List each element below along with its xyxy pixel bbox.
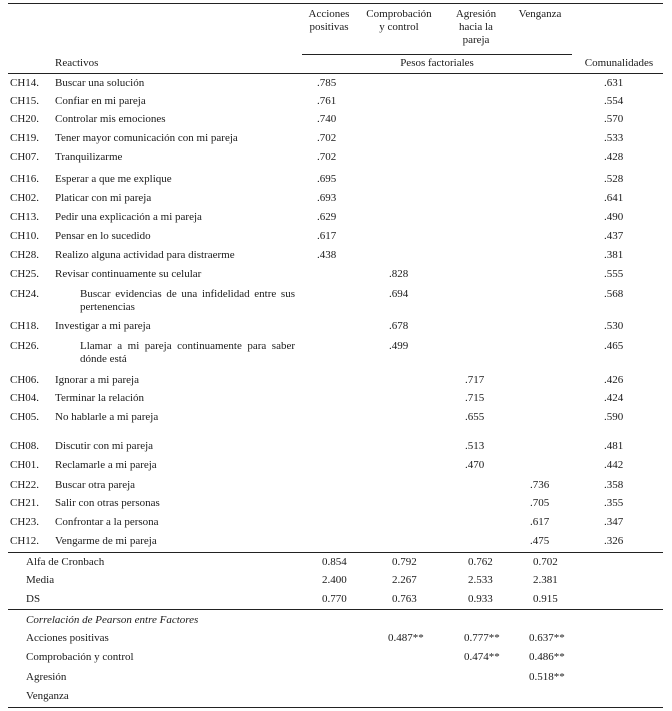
correlation-title: Correlación de Pearson entre Factores (26, 614, 199, 626)
item-code: CH19. (10, 132, 40, 144)
stat-value: 0.792 (392, 556, 417, 568)
communality: .381 (604, 249, 624, 261)
item-text: Buscar otra pareja (55, 479, 136, 491)
item-code: CH16. (10, 173, 40, 185)
stat-value: 2.381 (533, 574, 558, 586)
item-code: CH23. (10, 516, 40, 528)
item-text: Esperar a que me explique (55, 173, 172, 185)
communality: .465 (604, 340, 624, 352)
communality: .533 (604, 132, 624, 144)
communality: .641 (604, 192, 624, 204)
item-code: CH01. (10, 459, 40, 471)
factor-loading: .655 (465, 411, 485, 423)
item-text: Investigar a mi pareja (55, 320, 151, 332)
stat-value: 0.915 (533, 593, 558, 605)
item-text-cont: dónde está (80, 353, 127, 365)
stats-rule (8, 552, 663, 553)
communality: .554 (604, 95, 624, 107)
item-text: Salir con otras personas (55, 497, 160, 509)
factor-header-acciones: Acciones positivas (308, 8, 350, 33)
item-text: Vengarme de mi pareja (55, 535, 157, 547)
header-rule (8, 73, 663, 74)
item-text: Llamar a mi pareja continuamente para saber (80, 340, 295, 352)
stat-value: 0.933 (468, 593, 493, 605)
stat-value: 0.770 (322, 593, 347, 605)
communality: .568 (604, 288, 624, 300)
item-text: Buscar evidencias de una infidelidad entre sus (80, 288, 295, 300)
communality: .528 (604, 173, 624, 185)
factor-loading: .715 (465, 392, 485, 404)
top-rule (8, 3, 663, 4)
communality: .426 (604, 374, 624, 386)
stat-label: Media (26, 574, 55, 586)
factor-loading: .702 (317, 151, 337, 163)
item-code: CH08. (10, 440, 40, 452)
factor-loading: .438 (317, 249, 337, 261)
factor-loading: .629 (317, 211, 337, 223)
communality: .555 (604, 268, 624, 280)
stat-value: 0.702 (533, 556, 558, 568)
communality: .355 (604, 497, 624, 509)
item-code: CH10. (10, 230, 40, 242)
item-code: CH06. (10, 374, 40, 386)
communality: .570 (604, 113, 624, 125)
item-text: Confrontar a la persona (55, 516, 159, 528)
correlation-label: Venganza (26, 690, 69, 702)
communality: .424 (604, 392, 624, 404)
correlation-value: 0.487** (388, 632, 424, 644)
item-text: Pedir una explicación a mi pareja (55, 211, 202, 223)
communality: .442 (604, 459, 624, 471)
bottom-rule (8, 707, 663, 708)
item-code: CH22. (10, 479, 40, 491)
factor-loading: .740 (317, 113, 337, 125)
factor-header-agresion: Agresión hacia la pareja (455, 8, 497, 46)
communality: .490 (604, 211, 624, 223)
factor-loading: .678 (389, 320, 409, 332)
correlation-value: 0.474** (464, 651, 500, 663)
item-code: CH20. (10, 113, 40, 125)
item-code: CH07. (10, 151, 40, 163)
communality: .530 (604, 320, 624, 332)
item-text: Controlar mis emociones (55, 113, 166, 125)
item-text: Confiar en mi pareja (55, 95, 146, 107)
communality: .326 (604, 535, 624, 547)
factor-loading: .617 (317, 230, 337, 242)
item-code: CH15. (10, 95, 40, 107)
communality: .631 (604, 77, 624, 89)
stat-value: 2.533 (468, 574, 493, 586)
factor-loading: .785 (317, 77, 337, 89)
factor-header-venganza: Venganza (518, 8, 562, 20)
correlation-value: 0.637** (529, 632, 565, 644)
item-text: Revisar continuamente su celular (55, 268, 202, 280)
correlation-value: 0.777** (464, 632, 500, 644)
item-text: Discutir con mi pareja (55, 440, 154, 452)
item-text: No hablarle a mi pareja (55, 411, 159, 423)
corr-rule (8, 609, 663, 610)
factor-loading: .717 (465, 374, 485, 386)
comunalidades-label: Comunalidades (584, 57, 654, 69)
item-code: CH25. (10, 268, 40, 280)
communality: .358 (604, 479, 624, 491)
item-text: Realizo alguna actividad para distraerme (55, 249, 235, 261)
item-text: Platicar con mi pareja (55, 192, 152, 204)
correlation-value: 0.486** (529, 651, 565, 663)
factor-header-comprobacion: Comprobación y control (366, 8, 432, 33)
item-text: Ignorar a mi pareja (55, 374, 139, 386)
communality: .428 (604, 151, 624, 163)
stat-value: 0.763 (392, 593, 417, 605)
factor-loading: .513 (465, 440, 485, 452)
item-code: CH26. (10, 340, 40, 352)
factor-loading: .694 (389, 288, 409, 300)
item-text-cont: pertenencias (80, 301, 135, 313)
communality: .590 (604, 411, 624, 423)
stat-value: 2.267 (392, 574, 417, 586)
item-code: CH14. (10, 77, 40, 89)
factor-loading: .475 (530, 535, 550, 547)
correlation-label: Comprobación y control (26, 651, 134, 663)
communality: .347 (604, 516, 624, 528)
item-code: CH28. (10, 249, 40, 261)
factor-loading: .702 (317, 132, 337, 144)
factor-loading: .617 (530, 516, 550, 528)
item-code: CH05. (10, 411, 40, 423)
factors-rule (302, 54, 572, 55)
stat-value: 2.400 (322, 574, 347, 586)
factor-loading: .828 (389, 268, 409, 280)
stat-label: DS (26, 593, 41, 605)
factor-loading: .470 (465, 459, 485, 471)
correlation-label: Acciones positivas (26, 632, 109, 644)
stat-value: 0.762 (468, 556, 493, 568)
communality: .437 (604, 230, 624, 242)
item-code: CH02. (10, 192, 40, 204)
item-code: CH21. (10, 497, 40, 509)
item-text: Tener mayor comunicación con mi pareja (55, 132, 238, 144)
factor-loading: .693 (317, 192, 337, 204)
item-code: CH04. (10, 392, 40, 404)
item-text: Terminar la relación (55, 392, 145, 404)
stat-value: 0.854 (322, 556, 347, 568)
factor-loading: .499 (389, 340, 409, 352)
pesos-label: Pesos factoriales (400, 57, 474, 69)
item-text: Buscar una solución (55, 77, 145, 89)
reactivos-label: Reactivos (55, 57, 99, 69)
factor-loading: .705 (530, 497, 550, 509)
correlation-value: 0.518** (529, 671, 565, 683)
factor-loading: .695 (317, 173, 337, 185)
stat-label: Alfa de Cronbach (26, 556, 105, 568)
item-code: CH24. (10, 288, 40, 300)
item-code: CH13. (10, 211, 40, 223)
item-text: Pensar en lo sucedido (55, 230, 151, 242)
item-code: CH12. (10, 535, 40, 547)
item-text: Reclamarle a mi pareja (55, 459, 157, 471)
item-code: CH18. (10, 320, 40, 332)
communality: .481 (604, 440, 624, 452)
item-text: Tranquilizarme (55, 151, 123, 163)
factor-loading: .761 (317, 95, 337, 107)
factor-loading: .736 (530, 479, 550, 491)
correlation-label: Agresión (26, 671, 67, 683)
